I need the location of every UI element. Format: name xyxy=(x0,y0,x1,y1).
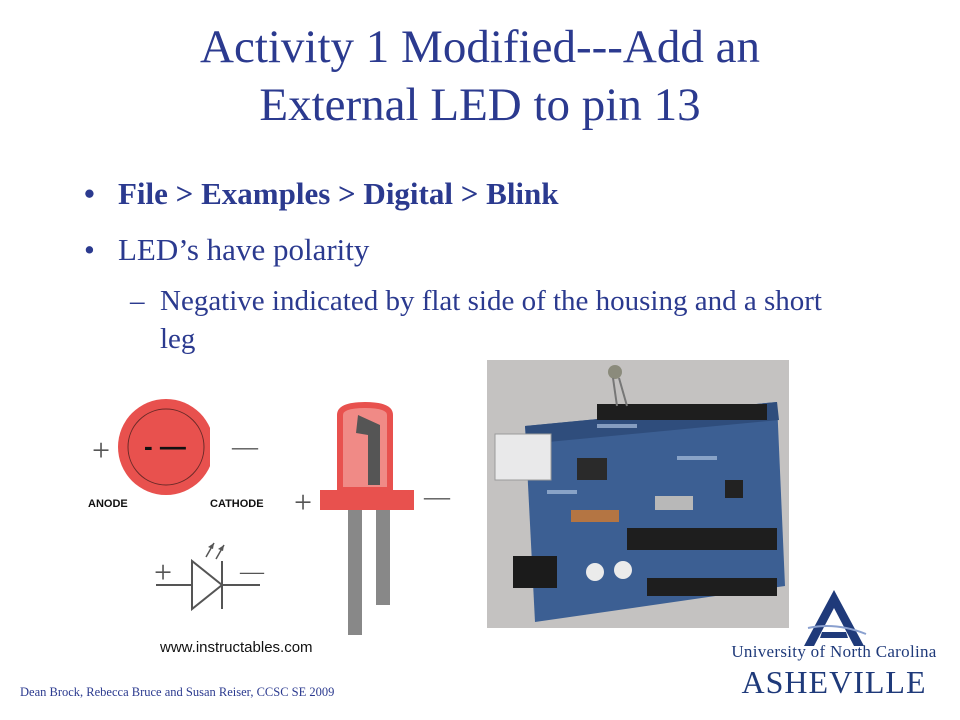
schematic-minus-label: — xyxy=(240,559,264,585)
cathode-minus-label: — xyxy=(232,432,258,461)
bullet-item-polarity xyxy=(84,232,884,268)
slide-title xyxy=(60,18,900,134)
anode-label: ANODE xyxy=(88,498,128,510)
title-line-1: Activity 1 Modified---Add an xyxy=(200,21,760,73)
unca-a-mark-icon xyxy=(726,588,942,648)
side-view-plus-label: + xyxy=(294,484,313,520)
bullet-text: File > Examples > Digital > Blink xyxy=(118,176,559,211)
led-symbol-dashes: - — xyxy=(144,431,186,461)
bullet-list xyxy=(84,176,884,358)
bullet-text: LED’s have polarity xyxy=(118,232,370,267)
logo-university-line: University of North Carolina xyxy=(731,642,937,661)
bullet-symbol: • xyxy=(84,232,95,267)
footer-authors: Dean Brock, Rebecca Bruce and Susan Reiser, CCSC SE 2009 xyxy=(20,685,335,699)
bullet-item-blink-path xyxy=(84,176,884,212)
led-top-view xyxy=(88,399,264,510)
led-polarity-diagram xyxy=(80,385,460,645)
led-side-view xyxy=(294,405,451,635)
title-line-2: External LED to pin 13 xyxy=(259,79,701,131)
side-view-minus-label: — xyxy=(424,482,450,511)
logo-campus: ASHEVILLE xyxy=(741,664,927,700)
schematic-plus-label: + xyxy=(154,554,173,590)
cathode-label: CATHODE xyxy=(210,498,264,510)
bullet-symbol: • xyxy=(84,176,95,211)
sub-bullet-negative xyxy=(130,282,884,358)
unca-logo xyxy=(726,588,942,708)
dash-symbol: – xyxy=(130,285,145,317)
anode-plus-label: + xyxy=(92,432,111,468)
led-schematic-symbol xyxy=(154,543,265,609)
image-source-credit: www.instructables.com xyxy=(160,639,313,656)
sub-bullet-text: Negative indicated by flat side of the housing and a short leg xyxy=(160,285,822,355)
